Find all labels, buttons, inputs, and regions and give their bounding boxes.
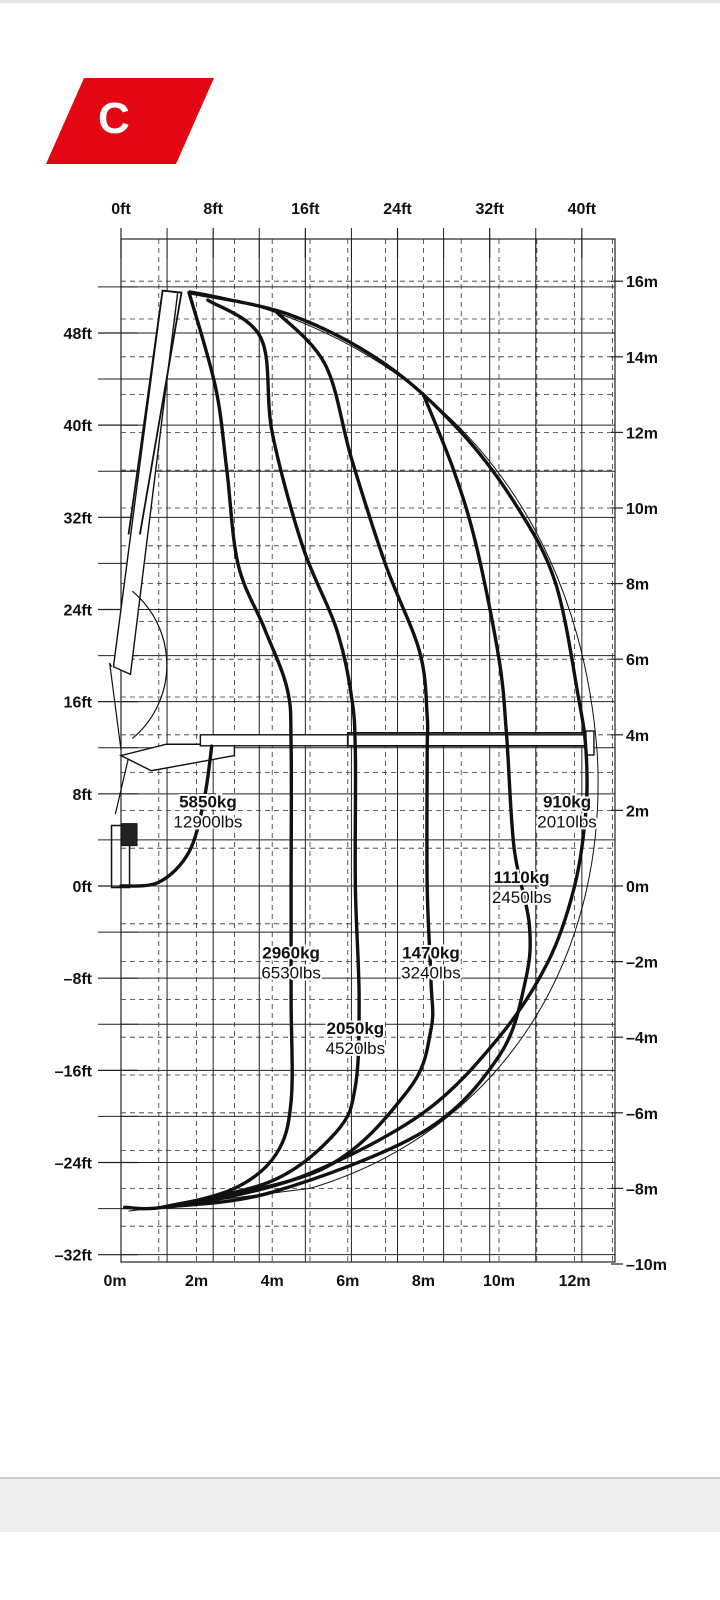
right-axis-label: 6m: [626, 652, 650, 670]
load-label-lbs: 2450lbs: [491, 888, 552, 907]
badge-letter: C: [98, 94, 130, 143]
right-axis-label: –4m: [626, 1030, 659, 1048]
bottom-axis-label: 4m: [260, 1273, 284, 1290]
left-axis-label: 16ft: [63, 694, 92, 712]
top-axis-label: 0ft: [111, 201, 131, 218]
load-label-kg: 910kg: [542, 792, 592, 812]
right-axis-label: –2m: [626, 954, 659, 972]
load-label-lbs: 4520lbs: [325, 1039, 386, 1059]
left-axis-label: –16ft: [54, 1063, 92, 1081]
load-label-lbs: 12900lbs: [173, 812, 243, 832]
load-label-lbs: 6530lbs: [261, 963, 321, 983]
left-axis-label: 24ft: [63, 602, 92, 620]
bottom-band: [0, 1477, 720, 1532]
bottom-axis-label: 10m: [482, 1273, 516, 1290]
left-axis-label: 48ft: [63, 325, 92, 343]
right-axis-label: 16m: [626, 274, 659, 292]
crane-extension-boom: [200, 735, 587, 746]
bottom-axis-label: 12m: [558, 1273, 591, 1290]
load-label-kg: 1110kg: [493, 868, 550, 887]
left-axis-label: –24ft: [54, 1155, 92, 1173]
right-axis-label: 4m: [626, 727, 650, 745]
bottom-axis-label: 8m: [411, 1273, 435, 1290]
left-axis-label: –32ft: [54, 1247, 92, 1265]
load-label-kg: 2050kg: [326, 1019, 385, 1039]
bottom-axis-label: 0m: [103, 1273, 127, 1290]
load-label-kg: 2960kg: [262, 943, 320, 963]
left-axis-label: 8ft: [72, 786, 92, 804]
right-axis-label: 0m: [626, 879, 650, 896]
top-axis-label: 16ft: [291, 201, 320, 218]
right-axis-label: 12m: [626, 425, 659, 443]
bottom-axis-label: 6m: [336, 1273, 360, 1290]
right-axis-label: –10m: [626, 1257, 667, 1274]
top-axis-label: 24ft: [383, 201, 412, 218]
crane-raised-boom: [113, 291, 177, 675]
crane-slew-housing: [121, 824, 137, 846]
load-labels: [173, 792, 596, 1058]
left-axis-label: 32ft: [63, 510, 92, 528]
right-axis-label: 8m: [626, 576, 650, 594]
right-axis-label: –8m: [626, 1181, 659, 1199]
bottom-axis-label: 2m: [185, 1273, 209, 1290]
left-axis-label: –8ft: [63, 971, 92, 989]
right-axis-label: –6m: [626, 1105, 659, 1123]
top-axis-label: 32ft: [475, 201, 504, 218]
top-axis-label: 8ft: [203, 201, 223, 218]
crane-raised-link: [110, 663, 121, 750]
top-axis-label: 40ft: [567, 201, 597, 218]
load-label-kg: 5850kg: [179, 792, 237, 812]
load-label-kg: 1470kg: [402, 943, 460, 963]
right-axis-label: 14m: [626, 349, 659, 367]
right-axis-label: 10m: [626, 501, 659, 518]
left-axis-label: 40ft: [63, 418, 92, 436]
left-axis-label: 0ft: [72, 879, 92, 896]
load-label-lbs: 3240lbs: [401, 963, 461, 983]
load-label-lbs: 2010lbs: [537, 812, 597, 832]
right-axis-label: 2m: [626, 803, 650, 821]
